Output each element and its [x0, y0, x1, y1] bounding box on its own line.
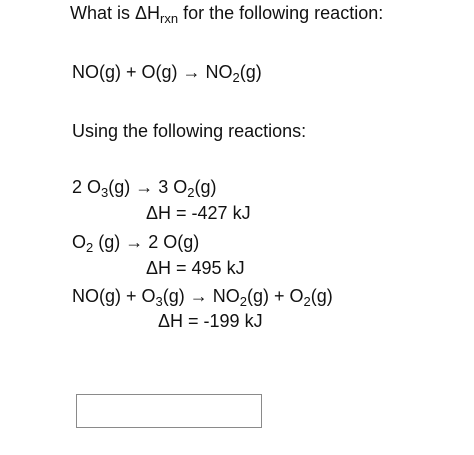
answer-input[interactable]	[76, 394, 262, 428]
equation-part: (g)	[310, 286, 333, 306]
equation-subscript: 3	[101, 185, 109, 200]
equation-subscript: 2	[86, 240, 94, 255]
reaction-1-enthalpy: ΔH = -427 kJ	[146, 203, 251, 223]
question-text	[70, 2, 383, 26]
equation-part: NO(g) + O	[72, 286, 156, 306]
equation-subscript: 3	[155, 294, 163, 309]
question-suffix: for the following reaction:	[178, 3, 384, 23]
equation-part: 2 O	[72, 177, 102, 197]
equation-subscript: 2	[303, 294, 311, 309]
reaction-3-enthalpy: ΔH = -199 kJ	[158, 311, 263, 331]
equation-part: (g) → NO	[162, 286, 240, 306]
reaction-3-equation	[72, 285, 333, 309]
reaction-2-enthalpy: ΔH = 495 kJ	[146, 258, 245, 278]
target-reaction-subscript: 2	[232, 70, 240, 85]
instruction-text: Using the following reactions:	[72, 121, 307, 141]
equation-part: (g)	[194, 177, 217, 197]
target-reaction-part: NO(g) + O(g) → NO	[72, 62, 233, 82]
reaction-1-equation	[72, 176, 217, 200]
equation-part: O	[72, 232, 87, 252]
target-reaction	[72, 61, 262, 85]
equation-part: (g) → 3 O	[108, 177, 188, 197]
equation-part: (g) → 2 O(g)	[93, 232, 200, 252]
reaction-2-equation	[72, 231, 199, 255]
question-subscript: rxn	[160, 11, 179, 26]
equation-part: (g) + O	[247, 286, 304, 306]
target-reaction-part: (g)	[239, 62, 262, 82]
equation-subscript: 2	[239, 294, 247, 309]
question-prefix: What is ΔH	[70, 3, 161, 23]
equation-subscript: 2	[187, 185, 195, 200]
